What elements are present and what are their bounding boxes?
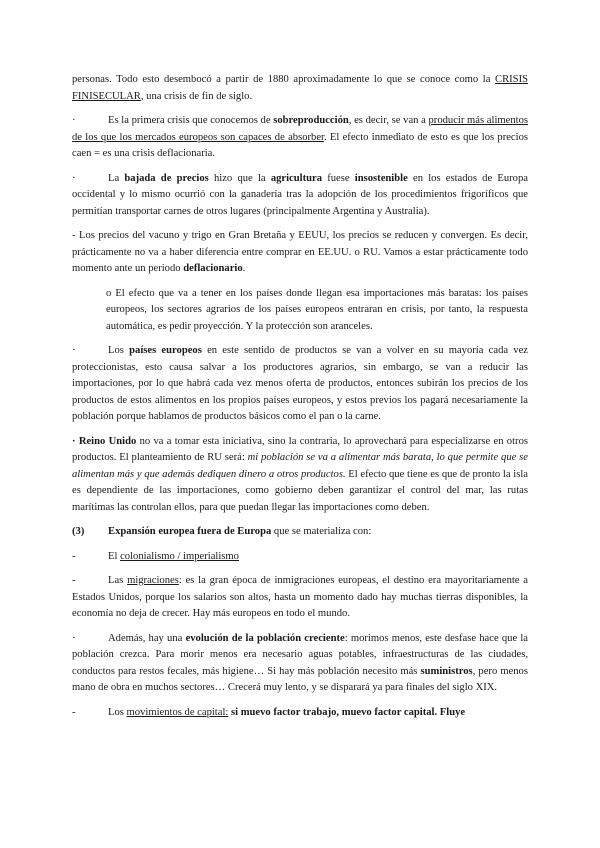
document-page <box>72 72 528 729</box>
text: personas. Todo esto desembocó a partir de 1880 aproximadamente lo que se conoce como la <box>72 74 496 85</box>
list-item-migraciones <box>72 573 528 623</box>
paragraph-reino-unido <box>72 434 528 517</box>
bullet-marker: · <box>72 632 76 644</box>
dash-marker: - <box>72 550 76 562</box>
bullet-marker: · <box>72 172 76 184</box>
italic-quote: mi población se va a alimentar más barata, lo que permite que se alimentan más y que además dediquen dinero a otros productos. <box>72 452 528 480</box>
text: no va a tomar esta iniciativa, sino la contraria, lo aprovechará para especializarse en otros productos. El planteamiento de RU será: <box>72 435 528 463</box>
list-item-colonialismo <box>72 549 528 566</box>
text: en este sentido de productos se van a volver en su mayoría cada vez proteccionistas, esto causa salvar a los productores agrarios, sin embargo, se van a reducir las importaciones, por lo que habrá cada vez menos oferta de productos, entonces subirán los precios de los productos de estos alimentos en los propios países europeos, y estos previos los pagará necesariamente la población porque hablamos de productos básicos como el pan o la carne. <box>72 345 528 422</box>
sobreproduccion-term: sobreproducción <box>273 115 349 126</box>
text: o El efecto que va a tener en los países donde llegan esa importaciones más baratas: los países europeos, los sectores agrarios de los países europeos entraran en crisis, por tanto, la respuesta automática, es pedir proyección. Y la protección son aranceles. <box>106 287 528 332</box>
text: - Los precios del vacuno y trigo en Gran Bretaña y EEUU, los precios se reducen y convergen. Es decir, prácticamente no va a haber diferencia entre comprar en EE.UU. o RU. Vamos a estar prácticamente todo momento ante un periodo <box>72 230 528 274</box>
paragraph-crisis-finisecular <box>72 72 528 105</box>
text: , una crisis de fin de siglo. <box>140 90 253 102</box>
text: que se materializa con: <box>271 526 372 537</box>
text: fuese <box>322 172 355 184</box>
bold-term: países europeos <box>129 345 202 356</box>
paragraph-bajada-precios <box>72 171 528 221</box>
text: Además, hay una <box>108 632 186 644</box>
underlined-phrase: migraciones <box>127 575 179 586</box>
crisis-finisecular-term: CRISIS FINISECULAR <box>72 74 528 102</box>
section-number: (3) <box>72 526 85 537</box>
text: El <box>108 550 121 562</box>
paragraph-poblacion <box>72 631 528 697</box>
bold-term: Expansión europea fuera de Europa <box>108 526 272 537</box>
text: en los estados de Europa occidental y lo mismo ocurrió con la ganadería tras la adopción de los procedimientos frigoríficos que permitían transportar carnes de otros lugares (principalmente Argentina y Australia). <box>72 172 528 217</box>
text: · <box>72 435 79 447</box>
text: El efecto que tiene es que de pronto la isla es dependiente de las importaciones, como gobierno deben garantizar el control del mar, las rutas marítimas las controlan ellos, para que puedan llegar las importaciones como deben. <box>72 468 528 513</box>
text: Los <box>108 345 130 356</box>
bold-term: Reino Unido <box>78 435 137 447</box>
list-item-capital <box>72 705 528 722</box>
text: , es decir, se van a <box>348 115 429 126</box>
text: . <box>242 263 246 274</box>
text: : es la gran época de inmigraciones europeas, el destino era mayoritariamente a Estados Unidos, porque los salarios son altos, hasta un momento dado hay muchas tierras disponibles, la economía no deja de crecer. Hay más europeos en todo el mundo. <box>72 575 528 619</box>
bold-term: suministros <box>420 665 473 677</box>
underlined-phrase: movimientos de capital: <box>126 706 229 718</box>
bold-term: insostenible <box>354 172 408 184</box>
bullet-marker: · <box>72 115 76 126</box>
bold-term: bajada de precios <box>124 172 209 184</box>
paragraph-efecto-importaciones <box>106 286 528 336</box>
text: , pero menos mano de obra en muchos sectores… Crecerá muy lento, y se disparará ya para finales del siglo XIX. <box>72 665 528 693</box>
paragraph-sobreproduccion <box>72 113 528 163</box>
section-heading-expansion <box>72 524 528 541</box>
text: La <box>108 172 125 184</box>
text: : morimos menos, este desfase hace que la población crezca. Para morir menos era necesario aguas potables, infraestructuras de las ciudades, conductos para restos fecales, más higiene… Si hay más población necesito más <box>72 632 529 677</box>
bullet-marker: · <box>72 345 76 356</box>
text: si muevo factor trabajo, muevo factor capital. Fluye <box>228 706 466 718</box>
underlined-phrase: producir más alimentos de los que los mercados europeos son capaces de absorber <box>72 115 528 143</box>
dash-marker: - <box>72 706 76 718</box>
text: Las <box>108 575 128 586</box>
bold-term: evolución de la población creciente <box>185 632 345 644</box>
paragraph-precios-vacuno <box>72 228 528 278</box>
text: Los <box>108 706 127 718</box>
text: . El efecto inmediato de esto es que los precios caen = es una crisis deflacionaria. <box>72 131 528 159</box>
bold-term: agricultura <box>270 172 323 184</box>
paragraph-paises-europeos <box>72 343 528 426</box>
text: Es la primera crisis que conocemos de <box>108 115 274 126</box>
bold-term: deflacionario <box>183 263 243 274</box>
underlined-phrase: colonialismo / imperialismo <box>120 550 239 562</box>
text: hizo que la <box>208 172 271 184</box>
dash-marker: - <box>72 575 76 586</box>
